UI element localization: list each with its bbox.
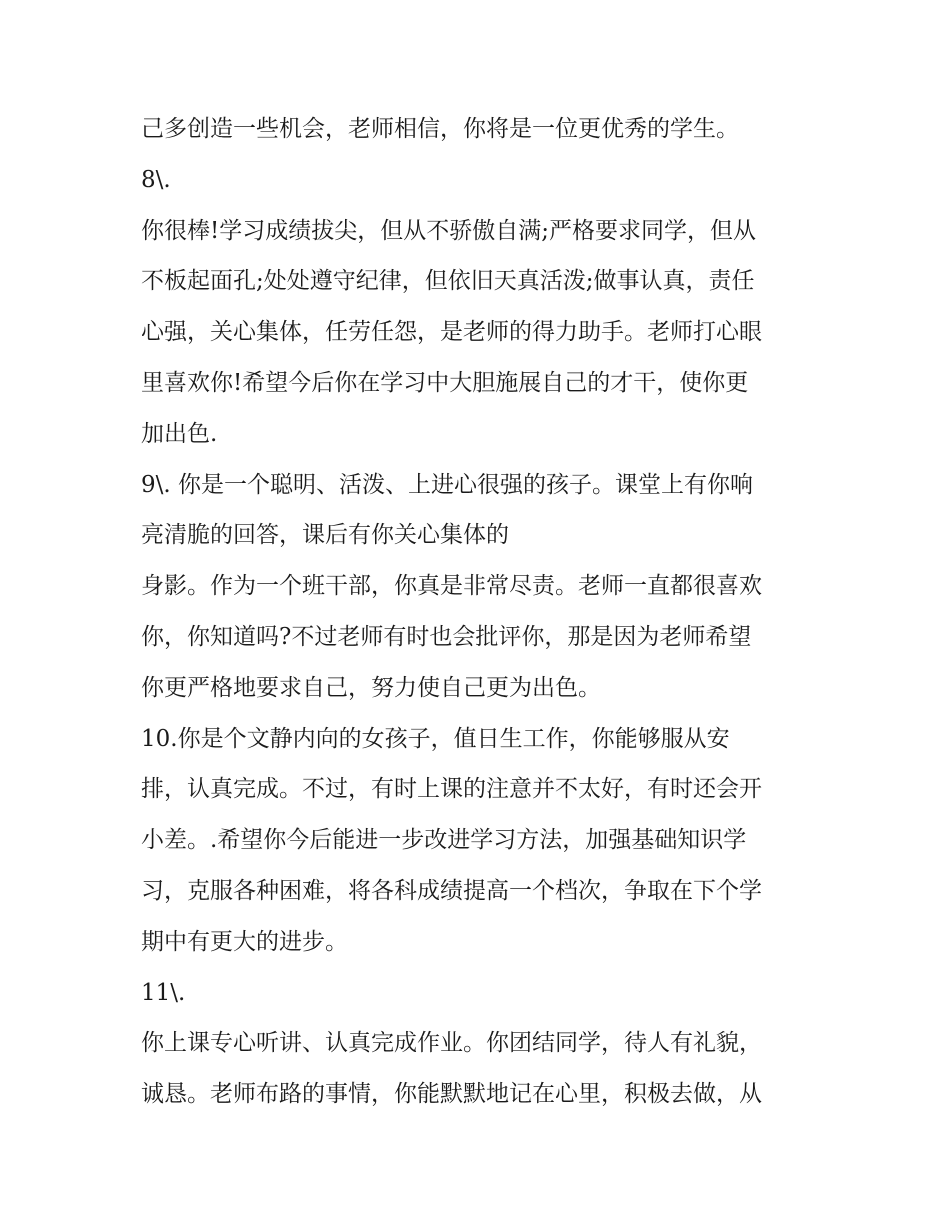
document-body xyxy=(141,104,831,1120)
text-line: 习，克服各种困难，将各科成绩提高一个档次，争取在下个学 xyxy=(141,877,762,904)
text-line: 期中有更大的进步。 xyxy=(141,928,348,955)
text-line: 10.你是个文静内向的女孩子，值日生工作，你能够服从安 xyxy=(141,725,730,752)
text-line: 9\. 你是一个聪明、活泼、上进心很强的孩子。课堂上有你响 xyxy=(141,471,754,498)
text-line: 你上课专心听讲、认真完成作业。你团结同学，待人有礼貌， xyxy=(141,1030,762,1057)
text-line: 里喜欢你!希望今后你在学习中大胆施展自己的才干，使你更 xyxy=(141,369,749,396)
text-line: 排，认真完成。不过，有时上课的注意并不太好，有时还会开 xyxy=(141,776,762,803)
text-line: 亮清脆的回答，课后有你关心集体的 xyxy=(141,522,509,549)
text-line: 己多创造一些机会，老师相信，你将是一位更优秀的学生。 xyxy=(141,116,739,142)
text-line: 心强，关心集体，任劳任怨，是老师的得力助手。老师打心眼 xyxy=(141,319,762,346)
text-line: 加出色. xyxy=(141,420,218,447)
text-line: 你更严格地要求自己，努力使自己更为出色。 xyxy=(141,674,601,701)
text-line: 你，你知道吗?不过老师有时也会批评你，那是因为老师希望 xyxy=(141,623,752,650)
text-line: 诚恳。老师布路的事情，你能默默地记在心里，积极去做，从 xyxy=(141,1081,762,1108)
text-line: 不板起面孔;处处遵守纪律，但依旧天真活泼;做事认真，责任 xyxy=(141,268,755,295)
text-line: 身影。作为一个班干部，你真是非常尽责。老师一直都很喜欢 xyxy=(141,573,762,600)
text-line: 小差。.希望你今后能进一步改进学习方法，加强基础知识学 xyxy=(141,827,747,854)
text-line: 11\. xyxy=(141,979,186,1006)
text-line: 8\. xyxy=(141,166,171,193)
text-line: 你很棒!学习成绩拔尖，但从不骄傲自满;严格要求同学，但从 xyxy=(141,217,756,244)
